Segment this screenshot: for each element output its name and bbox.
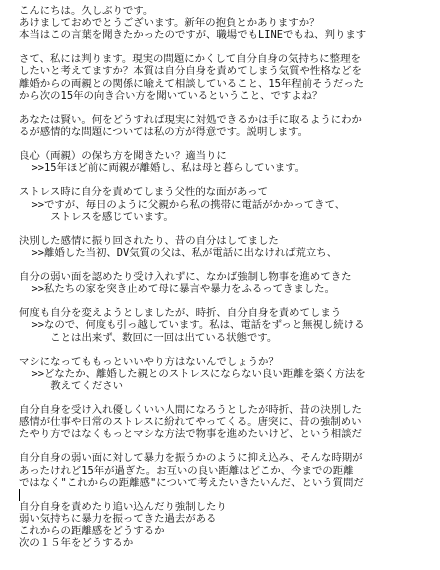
text-line: >>離婚した当初、DV気質の父は、私が電話に出なければ荒立ち、 — [19, 246, 338, 259]
text-line: マシになってももっといいやり方はないんでしょうか？ — [19, 355, 279, 368]
text-line: ではなく"これからの距離感"について考えたいきたいんだ、という質問だ — [19, 476, 364, 489]
text-line: 本当はこの言葉を聞きたかったのですが、職場でもLINEでもね、判ります — [19, 29, 367, 42]
text-line: 良心（両親）の保ち方を聞きたい？適当りに — [19, 150, 227, 163]
blank-line — [19, 295, 434, 307]
text-line: 自分の弱い面を認めたり受け入れずに、なかば強制し物事を進めてきた — [19, 271, 352, 284]
text-line: したいと考えてますか？本質は自分自身を責めてしまう気質や性格などを — [19, 65, 362, 78]
blank-line — [19, 223, 434, 235]
blank-line — [19, 102, 434, 114]
text-line: あったけれど15年が過ぎた。お互いの良い距離はどこか、今までの距離 — [19, 464, 354, 477]
text-line: たやり方ではなくもっとマシな方法で物事を進めたいけど、という相談だ — [19, 428, 362, 441]
text-line: さて、私には判ります。現実の問題にかくして自分自身の気持ちに整理を — [19, 53, 361, 66]
text-line: 自分自身の弱い面に対して暴力を振うかのように抑え込み、そんな時期が — [19, 452, 363, 465]
blank-line — [19, 174, 434, 186]
blank-line — [19, 392, 434, 404]
text-line: 弱い気持ちに暴力を振ってきた過去がある — [19, 512, 217, 525]
text-line: ストレスを感じています。 — [19, 210, 174, 223]
text-line: から次の15年の向き合い方を聞いているということ、ですよね？ — [19, 89, 323, 102]
text-line: 何度も自分を変えようとしましたが、時折、自分自身を責めてしまう — [19, 307, 342, 320]
text-line: >>ですが、毎日のように父親から私の携帯に電話がかかってきて、 — [19, 198, 346, 211]
text-line: あなたは賢い。何をどうすれば現実に対処できるかは手に取るようにわか — [19, 113, 362, 126]
blank-line — [19, 259, 434, 271]
text-line: こんにちは。久しぶりです。 — [19, 5, 154, 17]
text-cursor[interactable] — [19, 489, 20, 501]
text-line: るが感情的な問題については私の方が得意です。説明します。 — [19, 125, 309, 138]
text-line: >>私たちの家を突き止めて母に暴言や暴力をふるってきました。 — [19, 283, 335, 296]
text-line: 次の１５年をどうするか — [19, 537, 134, 550]
text-line: 自分自身を責めたり追い込んだり強制したり — [19, 500, 227, 513]
blank-line — [19, 138, 434, 150]
blank-line — [19, 41, 434, 53]
text-line: 決別した感情に振り回されたり、昔の自分はしてました — [19, 234, 279, 247]
text-line: 感情が仕事や日常のストレスに紛れてやってくる。唐突に、昔の強制めい — [19, 416, 362, 429]
text-line: あけましておめでとうございます。新年の抱負とかありますか？ — [19, 17, 320, 30]
text-line: ストレス時に自分を責めてしまう父性的な面があって — [19, 186, 268, 199]
text-line: ことは出来ず、数回に一回は出ている状態です。 — [19, 331, 278, 344]
blank-line — [19, 440, 434, 452]
blank-line — [19, 344, 434, 356]
text-line: 教えてください — [19, 379, 124, 392]
text-line: >>15年ほど前に両親が離婚し、私は母と暮らしています。 — [19, 162, 306, 175]
text-line: 離婚からの両親との関係に喩えて相談していること、15年程前そうだった — [19, 77, 365, 90]
text-line: これからの距離感をどうするか — [19, 524, 165, 537]
text-line: >>なので、何度も引っ越しています。私は、電話をずっと無視し続ける — [19, 319, 365, 332]
text-line: >>どなたか、離婚した親とのストレスにならない良い距離を築く方法を — [19, 367, 366, 380]
text-line: 自分自身を受け入れ優しくいい人間になろうとしたが時折、昔の決別した — [19, 404, 362, 417]
